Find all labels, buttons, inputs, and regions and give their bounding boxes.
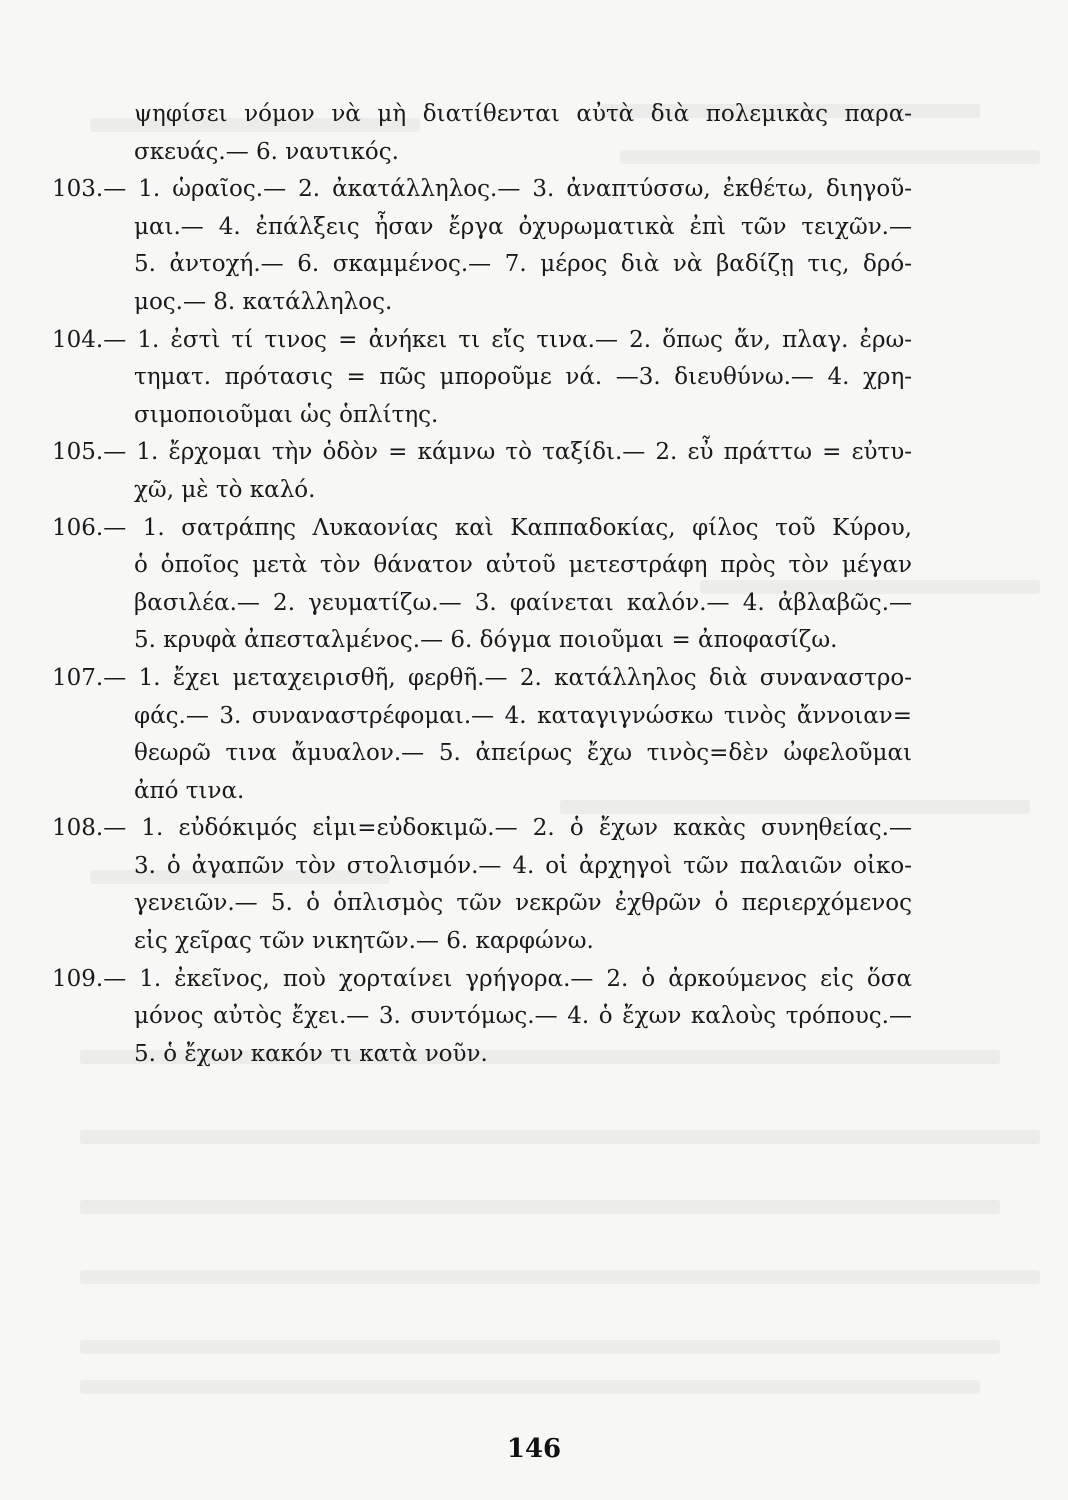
text-line: χῶ, μὲ τὸ καλό.: [134, 476, 316, 503]
text-line: θεωρῶ τινα ἄμυαλον.— 5. ἀπείρως ἔχω τινὸς=δὲν ὠφελοῦμαι: [134, 740, 912, 767]
text-line: 109.— 1. ἐκεῖνος, ποὺ χορταίνει γρήγορα.— 2. ὁ ἀρκούμενος εἰς ὅσα: [52, 965, 912, 992]
text-line: 104.— 1. ἐστὶ τί τινος = ἀνήκει τι εἴς τινα.— 2. ὅπως ἄν, πλαγ. ἐρω-: [52, 326, 912, 353]
text-line: 105.— 1. ἔρχομαι τὴν ὁδὸν = κάμνω τὸ ταξίδι.— 2. εὖ πράττω = εὐτυ-: [52, 439, 912, 466]
text-line: 106.— 1. σατράπης Λυκαονίας καὶ Καππαδοκίας, φίλος τοῦ Κύρου,: [52, 514, 912, 541]
text-line: ψηφίσει νόμον νὰ μὴ διατίθενται αὐτὰ διὰ πολεμικὰς παρα-: [134, 101, 912, 127]
answers-text: [52, 96, 912, 1073]
text-line: μαι.— 4. ἐπάλξεις ἦσαν ἔργα ὀχυρωματικὰ ἐπὶ τῶν τειχῶν.—: [134, 213, 912, 240]
text-line: ἀπό τινα.: [134, 777, 245, 804]
text-line: βασιλέα.— 2. γευματίζω.— 3. φαίνεται καλόν.— 4. ἀβλαβῶς.—: [134, 589, 912, 616]
text-line: 5. ἀντοχή.— 6. σκαμμένος.— 7. μέρος διὰ νὰ βαδίζῃ τις, δρό-: [134, 251, 912, 278]
text-line: γενειῶν.— 5. ὁ ὁπλισμὸς τῶν νεκρῶν ἐχθρῶν ὁ περιερχόμενος: [134, 890, 912, 917]
text-line: 3. ὁ ἀγαπῶν τὸν στολισμόν.— 4. οἱ ἀρχηγοὶ τῶν παλαιῶν οἰκο-: [134, 852, 912, 879]
text-line: 108.— 1. εὐδόκιμός εἰμι=εὐδοκιμῶ.— 2. ὁ ἔχων κακὰς συνηθείας.—: [52, 815, 912, 842]
text-line: 107.— 1. ἔχει μεταχειρισθῆ, φερθῆ.— 2. κατάλληλος διὰ συναναστρο-: [52, 664, 912, 691]
text-line: ὁ ὁποῖος μετὰ τὸν θάνατον αὐτοῦ μετεστράφη πρὸς τὸν μέγαν: [134, 552, 912, 579]
text-line: 5. κρυφὰ ἀπεσταλμένος.— 6. δόγμα ποιοῦμαι = ἀποφασίζω.: [134, 627, 838, 654]
text-line: σκευάς.— 6. ναυτικός.: [134, 138, 399, 165]
text-line: 103.— 1. ὡραῖος.— 2. ἀκατάλληλος.— 3. ἀναπτύσσω, ἐκθέτω, διηγοῦ-: [52, 176, 912, 203]
text-line: μόνος αὐτὸς ἔχει.— 3. συντόμως.— 4. ὁ ἔχων καλοὺς τρόπους.—: [134, 1003, 912, 1030]
text-line: φάς.— 3. συναναστρέφομαι.— 4. καταγιγνώσκω τινὸς ἄννοιαν=: [134, 702, 912, 729]
text-line: σιμοποιοῦμαι ὡς ὁπλίτης.: [134, 401, 439, 428]
text-line: εἰς χεῖρας τῶν νικητῶν.— 6. καρφώνω.: [134, 928, 594, 955]
text-line: 5. ὁ ἔχων κακόν τι κατὰ νοῦν.: [134, 1040, 488, 1067]
text-line: μος.— 8. κατάλληλος.: [134, 288, 393, 315]
text-line: τηματ. πρότασις = πῶς μποροῦμε νά. —3. διευθύνω.— 4. χρη-: [134, 364, 912, 391]
page-number: 146: [506, 1434, 562, 1464]
